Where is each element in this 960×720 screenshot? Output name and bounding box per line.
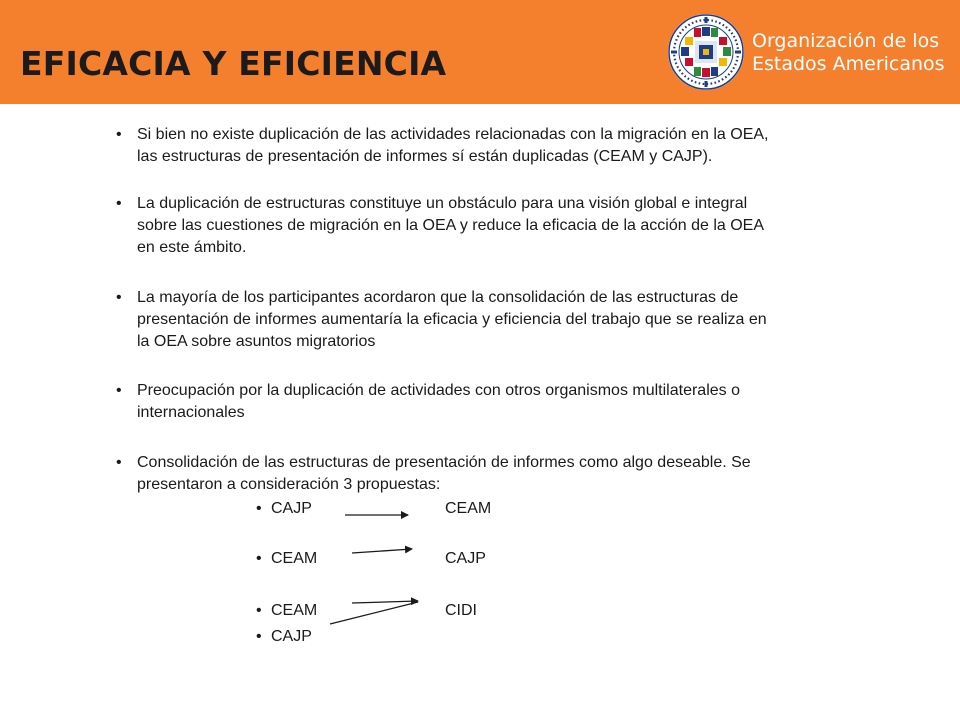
bullet-line: Consolidación de las estructuras de presentación de informes como algo deseable. Se bbox=[137, 454, 751, 471]
bullet-line: Preocupación por la duplicación de actividades con otros organismos multilaterales o bbox=[137, 382, 740, 399]
proposal-from: CEAM bbox=[271, 550, 318, 567]
bullet-dot: • bbox=[116, 454, 122, 471]
bullet-dot: • bbox=[256, 628, 262, 645]
bullet-line: Si bien no existe duplicación de las actividades relacionadas con la migración en la OEA, bbox=[137, 126, 769, 143]
proposal-from: CAJP bbox=[271, 628, 312, 645]
bullet-line: sobre las cuestiones de migración en la OEA y reduce la eficacia de la acción de la OEA bbox=[137, 217, 765, 234]
bullet-line: La duplicación de estructuras constituye un obstáculo para una visión global e integral bbox=[137, 195, 748, 212]
bullet-dot: • bbox=[116, 126, 122, 143]
arrow-ceam-to-cajp bbox=[352, 549, 412, 553]
proposal-to: CIDI bbox=[445, 602, 477, 619]
proposal-from: CAJP bbox=[271, 500, 312, 517]
bullet-line: en este ámbito. bbox=[137, 239, 247, 256]
arrow-cajp-to-cidi bbox=[330, 602, 418, 624]
proposal-to: CAJP bbox=[445, 550, 486, 567]
proposal-from: CEAM bbox=[271, 602, 318, 619]
bullet-dot: • bbox=[116, 382, 122, 399]
bullet-line: presentaron a consideración 3 propuestas: bbox=[137, 476, 441, 493]
bullet-line: la OEA sobre asuntos migratorios bbox=[137, 333, 376, 350]
bullet-dot: • bbox=[256, 602, 262, 619]
bullet-dot: • bbox=[256, 500, 262, 517]
bullet-dot: • bbox=[116, 195, 122, 212]
slide-title: EFICACIA Y EFICIENCIA bbox=[20, 44, 447, 83]
arrow-ceam-to-cidi bbox=[352, 601, 418, 603]
bullet-line: La mayoría de los participantes acordaron que la consolidación de las estructuras de bbox=[137, 289, 739, 306]
bullet-dot: • bbox=[116, 289, 122, 306]
bullet-dot: • bbox=[256, 550, 262, 567]
proposal-to: CEAM bbox=[445, 500, 492, 517]
bullet-line: internacionales bbox=[137, 404, 245, 421]
organization-name-line1: Organización de los bbox=[752, 30, 940, 52]
organization-name-line2: Estados Americanos bbox=[752, 53, 945, 75]
bullet-line: presentación de informes aumentaría la eficacia y eficiencia del trabajo que se realiza en bbox=[137, 311, 767, 328]
bullet-line: las estructuras de presentación de informes sí están duplicadas (CEAM y CAJP). bbox=[137, 148, 713, 165]
